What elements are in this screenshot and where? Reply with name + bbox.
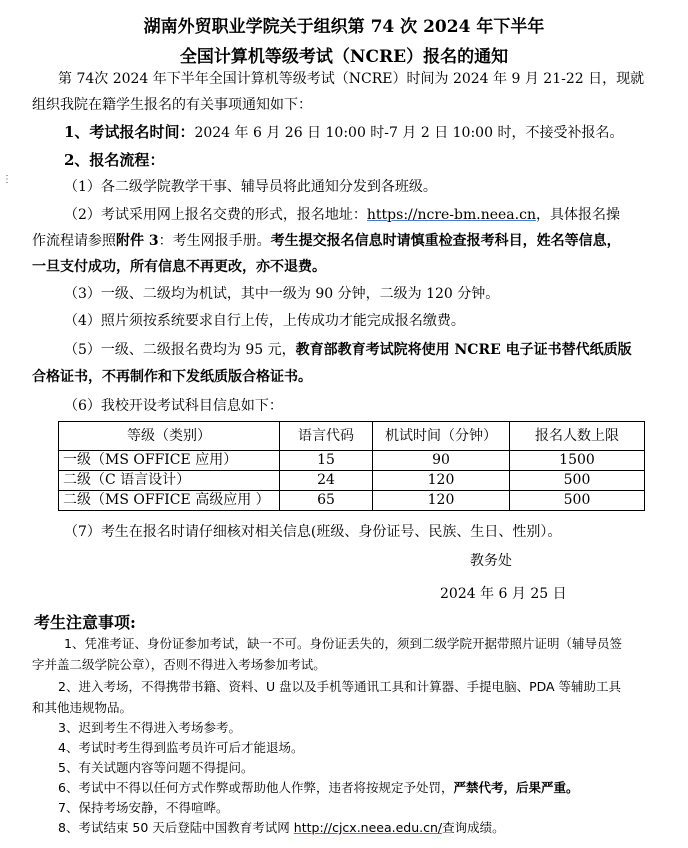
intro-line2: 组织我院在籍学生报名的有关事项通知如下： <box>32 97 312 113</box>
score-query-link[interactable]: http://cjcx.neea.edu.cn/ <box>293 820 443 835</box>
section2-heading: 2、报名流程： <box>64 151 165 169</box>
margin-marker-icon: ⋮ <box>2 174 12 185</box>
note-7: 7、保持考场安静，不得喧哗。 <box>58 800 229 815</box>
section1-text: 2024 年 6 月 26 日 10:00 时-7 月 2 日 10:00 时，不接受补报名。 <box>194 125 624 141</box>
note-8-text-a: 8、考试结束 50 天后登陆中国教育考试网 <box>58 820 294 835</box>
note-6-bold: 严禁代考，后果严重。 <box>453 780 579 795</box>
note-8 <box>58 818 505 838</box>
note-2a: 2、进入考场，不得携带书籍、资料、U 盘以及手机等通讯工具和计算器、手提电脑、PDA 等辅助工具 <box>58 679 622 694</box>
section1-line <box>64 122 623 143</box>
section2-item2-line3: 一旦支付成功，所有信息不再更改，亦不退费。 <box>32 259 326 275</box>
item2-bold1: 考生提交报名信息时请慎重检查报考科目，姓名等信息， <box>270 233 621 249</box>
note-1a: 1、凭准考证、身份证参加考试，缺一不可。身份证丢失的，须到二级学院开据带照片证明（辅导员签 <box>64 636 622 651</box>
table-header-cell: 机试时间（分钟） <box>373 422 510 451</box>
table-cell: 15 <box>280 451 373 471</box>
table-row <box>59 471 645 491</box>
table-header-cell: 语言代码 <box>280 422 373 451</box>
note-4: 4、考试时考生得到监考员许可后才能退场。 <box>58 740 304 755</box>
table-cell: 24 <box>280 471 373 491</box>
table-cell: 500 <box>510 491 645 511</box>
table-header-cell: 报名人数上限 <box>510 422 645 451</box>
section2-item2-line2 <box>32 231 621 251</box>
note-8-text-b: 查询成绩。 <box>442 820 505 835</box>
item2-text-c: 作流程请参照 <box>32 233 116 249</box>
table-cell: 120 <box>373 471 510 491</box>
note-5: 5、有关试题内容等问题不得提问。 <box>58 760 254 775</box>
note-6 <box>58 778 578 798</box>
note-6-text: 6、考试中不得以任何方式作弊或帮助他人作弊，违者将按规定予处罚， <box>58 780 454 795</box>
notes-heading: 考生注意事项: <box>34 613 136 632</box>
item5-text-a: （5）一级、二级报名费均为 95 元， <box>64 342 296 358</box>
section2-item6: （6）我校开设考试科目信息如下： <box>64 398 283 414</box>
table-cell: 二级（C 语言设计） <box>59 471 280 491</box>
section2-item5-line2: 合格证书，不再制作和下发纸质版合格证书。 <box>32 369 312 385</box>
table-cell: 二级（MS OFFICE 高级应用 ） <box>59 491 280 511</box>
doc-title-line2: 全国计算机等级考试（NCRE）报名的通知 <box>179 47 509 67</box>
section1-heading: 1、考试报名时间： <box>64 123 195 141</box>
section2-item4: （4）照片须按系统要求自行上传，上传成功才能完成报名缴费。 <box>64 313 465 329</box>
registration-link[interactable]: https://ncre-bm.neea.cn <box>366 207 536 223</box>
section2-item2-line1 <box>64 205 620 225</box>
intro-line1: 第 74次 2024 年下半年全国计算机等级考试（NCRE）时间为 2024 年 9 月 21-22 日，现就 <box>58 71 645 87</box>
table-cell: 1500 <box>510 451 645 471</box>
section2-item1: （1）各二级学院教学干事、辅导员将此通知分发到各班级。 <box>64 179 437 195</box>
section2-item5-line1 <box>64 340 632 360</box>
section2-item3: （3）一级、二级均为机试，其中一级为 90 分钟，二级为 120 分钟。 <box>64 286 500 302</box>
doc-title-line1: 湖南外贸职业学院关于组织第 74 次 2024 年下半年 <box>143 17 545 37</box>
table-cell: 500 <box>510 471 645 491</box>
table-row <box>59 491 645 511</box>
note-1b: 字并盖二级学院公章），否则不得进入考场参加考试。 <box>32 657 326 672</box>
table-cell: 一级（MS OFFICE 应用） <box>59 451 280 471</box>
table-cell: 90 <box>373 451 510 471</box>
item2-text-b: ，具体报名操 <box>535 207 620 223</box>
item5-bold1: 教育部教育考试院将使用 NCRE 电子证书替代纸质版 <box>295 342 632 358</box>
section2-item7: （7）考生在报名时请仔细核对相关信息(班级、身份证号、民族、生日、性别）。 <box>64 524 562 540</box>
table-cell: 65 <box>280 491 373 511</box>
item2-text-a: （2）考试采用网上报名交费的形式，报名地址： <box>64 207 367 223</box>
item2-attachment: 附件 3 <box>116 233 159 249</box>
exam-subjects-table <box>58 421 645 511</box>
table-cell: 120 <box>373 491 510 511</box>
note-2b: 和其他违规物品。 <box>32 700 133 715</box>
signature-date: 2024 年 6 月 25 日 <box>440 586 567 602</box>
item2-text-d: ：考生网报手册。 <box>158 233 271 249</box>
table-header-cell: 等级（类别） <box>59 422 280 451</box>
note-3: 3、迟到考生不得进入考场参考。 <box>58 720 241 735</box>
table-row <box>59 451 645 471</box>
table-header-row <box>59 422 645 451</box>
signature-office: 教务处 <box>470 553 512 569</box>
